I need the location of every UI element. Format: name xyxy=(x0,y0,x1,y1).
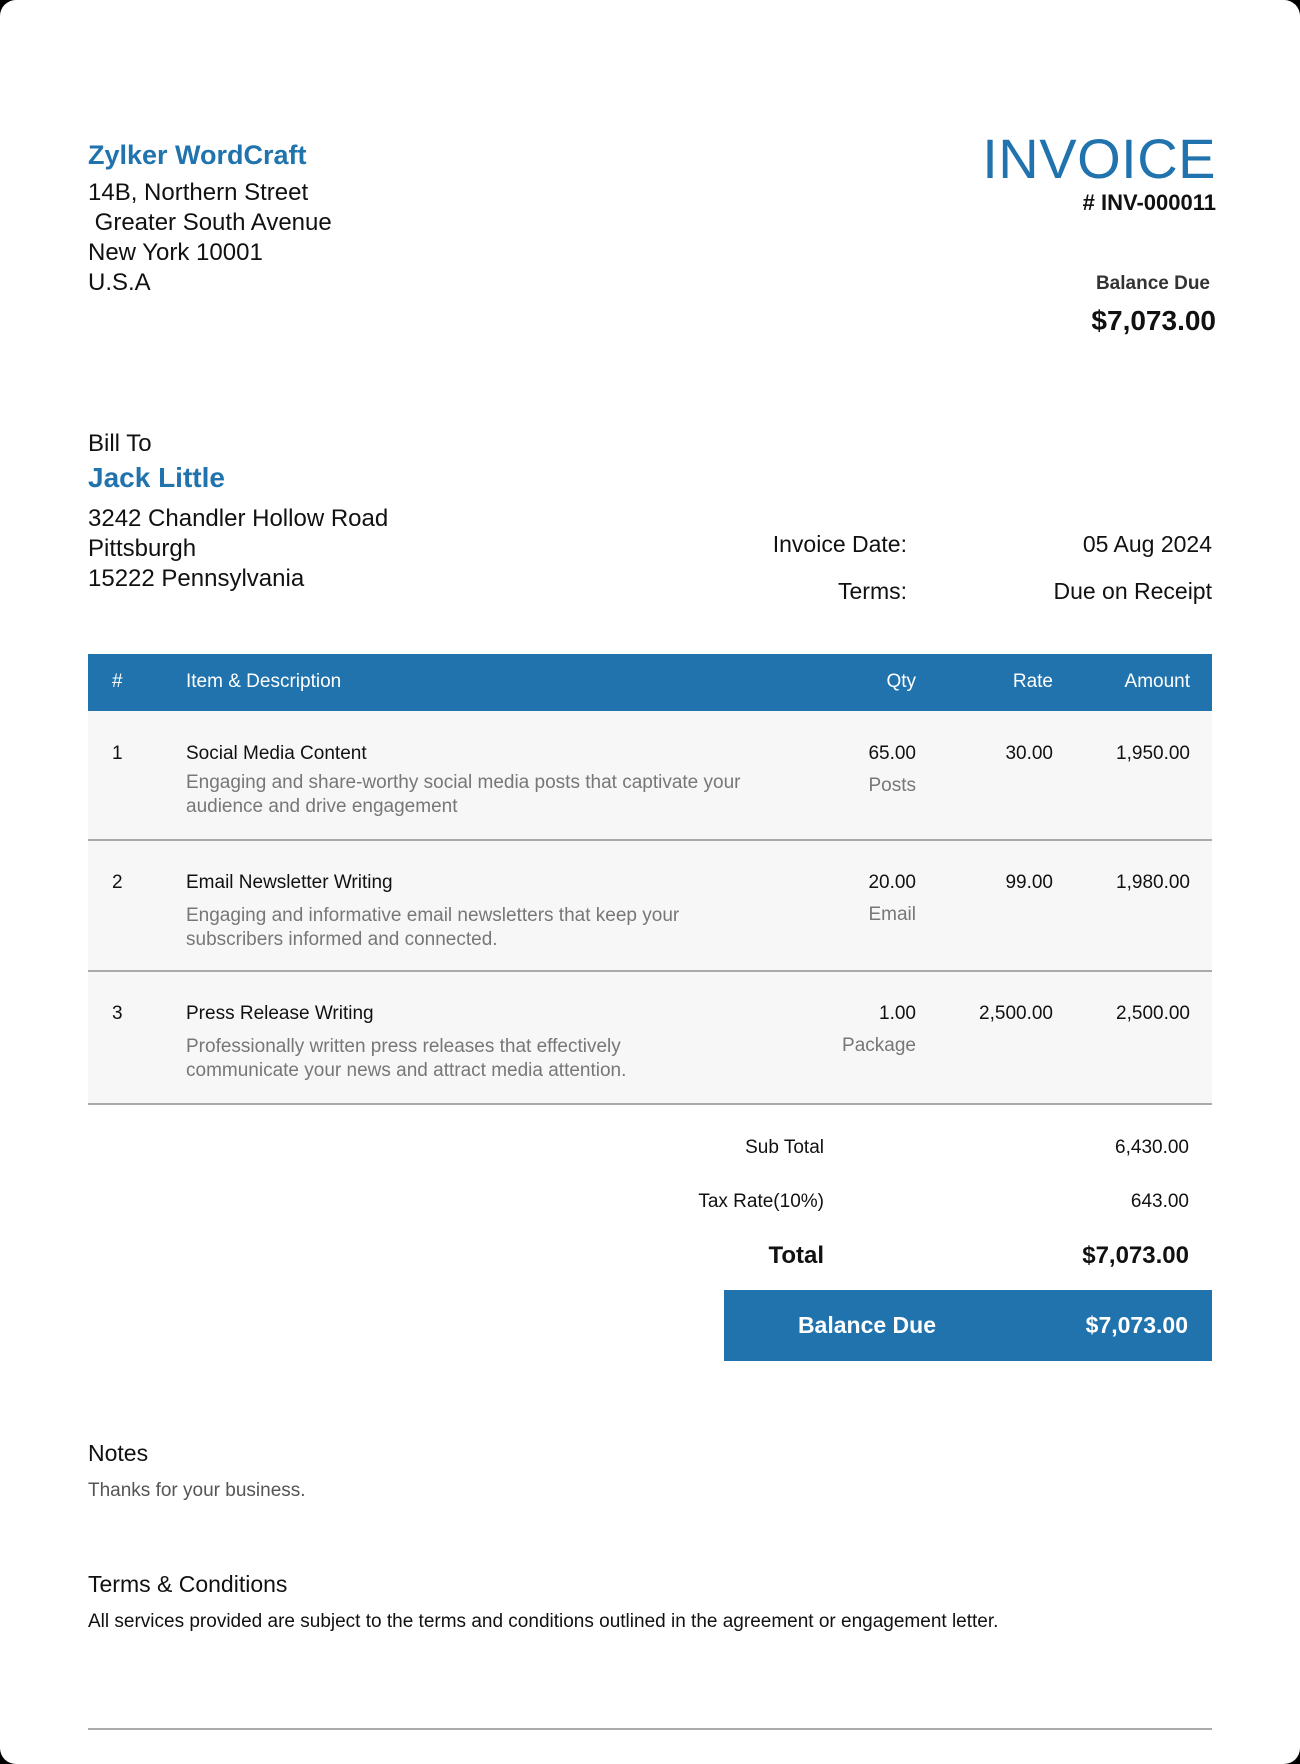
item-qty: 1.00 xyxy=(879,1003,916,1024)
bill-to-address-line-2: Pittsburgh xyxy=(88,535,197,562)
item-rate: 99.00 xyxy=(1005,872,1053,893)
item-description: Engaging and informative email newsletters that keep your subscribers informed and connected. xyxy=(186,905,680,950)
invoice-number: # INV-000011 xyxy=(1082,190,1216,215)
invoice-date-label: Invoice Date: xyxy=(772,531,907,557)
footer-divider xyxy=(88,1728,1212,1730)
table-row xyxy=(88,711,1212,841)
bill-to-address-line-3: 15222 Pennsylvania xyxy=(88,565,305,592)
tax-value: 643.00 xyxy=(1130,1191,1189,1212)
terms-value: Due on Receipt xyxy=(1053,578,1212,604)
item-name: Social Media Content xyxy=(186,743,367,764)
terms-text: All services provided are subject to the terms and conditions outlined in the agreement or engagement letter. xyxy=(88,1611,999,1632)
invoice-date-value: 05 Aug 2024 xyxy=(1082,531,1212,557)
item-qty: 20.00 xyxy=(868,872,916,893)
company-address-line-2: Greater South Avenue xyxy=(88,209,332,236)
balance-due-bar-label: Balance Due xyxy=(797,1312,936,1338)
header-item: Item & Description xyxy=(186,671,342,692)
item-rate: 2,500.00 xyxy=(979,1003,1053,1024)
table-row xyxy=(88,841,1212,972)
header-qty: Qty xyxy=(886,671,916,692)
item-unit: Package xyxy=(842,1035,916,1056)
terms-label: Terms: xyxy=(838,578,907,604)
header-amount: Amount xyxy=(1124,671,1190,692)
header-num: # xyxy=(112,671,123,692)
item-name: Email Newsletter Writing xyxy=(186,872,393,893)
item-unit: Email xyxy=(868,904,916,925)
company-name: Zylker WordCraft xyxy=(88,140,307,170)
company-address-line-4: U.S.A xyxy=(88,269,151,296)
notes-text: Thanks for your business. xyxy=(88,1480,306,1501)
tax-label: Tax Rate(10%) xyxy=(698,1191,824,1212)
notes-title: Notes xyxy=(88,1440,149,1466)
company-address-line-3: New York 10001 xyxy=(88,239,263,266)
balance-due-label: Balance Due xyxy=(1095,273,1210,294)
item-amount: 1,950.00 xyxy=(1116,743,1190,764)
total-label: Total xyxy=(768,1242,824,1269)
balance-due-amount: $7,073.00 xyxy=(1091,305,1216,336)
table-row xyxy=(88,972,1212,1105)
table-header xyxy=(88,654,1212,711)
bill-to-address-line-1: 3242 Chandler Hollow Road xyxy=(88,505,389,532)
sub-total-label: Sub Total xyxy=(745,1137,824,1158)
row-num: 1 xyxy=(112,743,123,764)
bill-to-name: Jack Little xyxy=(88,462,225,493)
item-unit: Posts xyxy=(868,775,916,796)
item-amount: 2,500.00 xyxy=(1116,1003,1190,1024)
items-table xyxy=(88,654,1212,1105)
item-description: Engaging and share-worthy social media posts that captivate your audience and drive engagement xyxy=(186,772,741,817)
sub-total-value: 6,430.00 xyxy=(1115,1137,1189,1158)
item-qty: 65.00 xyxy=(868,743,916,764)
terms-title: Terms & Conditions xyxy=(88,1571,288,1597)
balance-due-bar-value: $7,073.00 xyxy=(1085,1312,1188,1338)
item-description: Professionally written press releases that effectively communicate your news and attract media attention. xyxy=(186,1036,627,1081)
item-name: Press Release Writing xyxy=(186,1003,374,1024)
item-rate: 30.00 xyxy=(1005,743,1053,764)
row-num: 3 xyxy=(112,1003,123,1024)
total-value: $7,073.00 xyxy=(1082,1242,1189,1269)
invoice-title: INVOICE xyxy=(982,127,1216,190)
company-address-line-1: 14B, Northern Street xyxy=(88,179,309,206)
row-num: 2 xyxy=(112,872,123,893)
balance-due-bar xyxy=(724,1290,1212,1361)
bill-to-label: Bill To xyxy=(88,430,152,457)
item-amount: 1,980.00 xyxy=(1116,872,1190,893)
header-rate: Rate xyxy=(1012,671,1053,692)
